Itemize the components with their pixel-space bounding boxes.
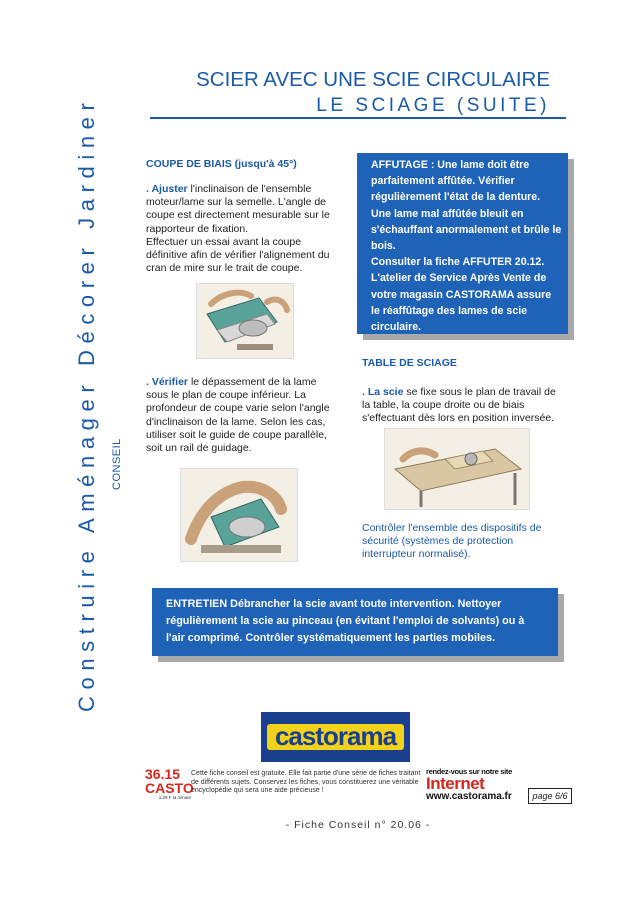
table-sciage-body: se fixe sous le plan de travail de la table, la coupe droite ou de biais s'effectuant dès lors en position inversée. [362,386,556,425]
affutage-box [357,153,568,334]
side-vertical-label: Construire Aménager Décorer Jardiner [74,96,99,712]
affutage-body-3: L'atelier de Service Après Vente de votre magasin CASTORAMA assure le réaffûtage des lames de scie circulaire. [371,272,552,334]
internet-site: www.castorama.fr [426,791,512,802]
title-rule [150,117,566,119]
minitel-number: 36.15 [145,766,181,782]
saw-table-illustration [384,428,530,510]
entretien-box [152,588,558,656]
page-subtitle: LE SCIAGE (SUITE) [316,95,550,116]
verifier-section [146,376,338,455]
coupe-biais-body: l'inclinaison de l'ensemble moteur/lame sur la semelle. L'angle de coupe est directement mesurable sur le rapporteur de fixation. [146,183,330,235]
table-sciage-caption: Contrôler l'ensemble des dispositifs de sécurité (systèmes de protection interrupteur normalisé). [362,522,542,561]
coupe-biais-body-2: Effectuer un essai avant la coupe définitive afin de vérifier l'alignement du cran de mire sur le trait de coupe. [146,235,330,275]
internet-word: Internet [426,774,485,793]
verifier-lead: . Vérifier [146,376,189,388]
entretien-text: ENTRETIEN Débrancher la scie avant toute intervention. Nettoyer régulièrement la scie au pinceau (en évitant l'emploi de solvants) ou à l'air comprimé. Contrôler systématiquement les parties mobiles. [166,598,525,644]
coupe-biais-lead: . Ajuster [146,183,188,195]
saw-bevel-icon [197,284,293,358]
table-sciage-text [362,386,560,426]
minitel-price: 1,29 F la minute [158,795,191,800]
bevel-cut-illustration [196,283,294,359]
minitel-name: CASTO [145,780,194,796]
conseil-vertical-label: CONSEIL [111,438,123,490]
footer-note: Cette fiche conseil est gratuite. Elle fait partie d'une série de fiches traitant de différents sujets. Conservez les fiches, vous constituerez une véritable encyclopédie qui sera une aide précieuse ! [191,770,421,794]
affutage-body: AFFUTAGE : Une lame doit être parfaitement affûtée. Vérifier régulièrement l'état de la denture. Une lame mal affûtée bleuit en s'échauffant anormalement et brûle le bois. [371,159,562,253]
minitel-badge [145,766,194,803]
coupe-biais-section [146,158,338,275]
affutage-body-2: Consulter la fiche AFFUTER 20.12. [371,256,545,269]
table-sciage-heading: TABLE DE SCIAGE [362,357,457,369]
castorama-logo [261,712,410,762]
blade-depth-illustration [180,468,298,562]
saw-table-icon [385,429,529,509]
coupe-biais-text [146,183,338,275]
affutage-text [357,153,568,335]
page-title: SCIER AVEC UNE SCIE CIRCULAIRE [196,68,550,91]
table-sciage-section [362,357,560,426]
internet-badge [426,767,522,803]
fiche-number: - Fiche Conseil n° 20.06 - [285,819,431,831]
castorama-logo-text: castorama [274,721,397,751]
verifier-body: le dépassement de la lame sous le plan de coupe inférieur. La profondeur de coupe varie selon l'angle d'inclinaison de la lame. Selon les cas, utiliser soit le guide de coupe parallèle, soit un rail de guidage. [146,376,330,455]
internet-rdv: rendez-vous sur notre site [426,767,512,776]
coupe-biais-heading: COUPE DE BIAIS (jusqu'à 45°) [146,158,297,170]
hands-saw-icon [181,469,297,561]
table-sciage-lead: . La scie [362,386,404,398]
page-number: page 6/6 [528,788,572,804]
